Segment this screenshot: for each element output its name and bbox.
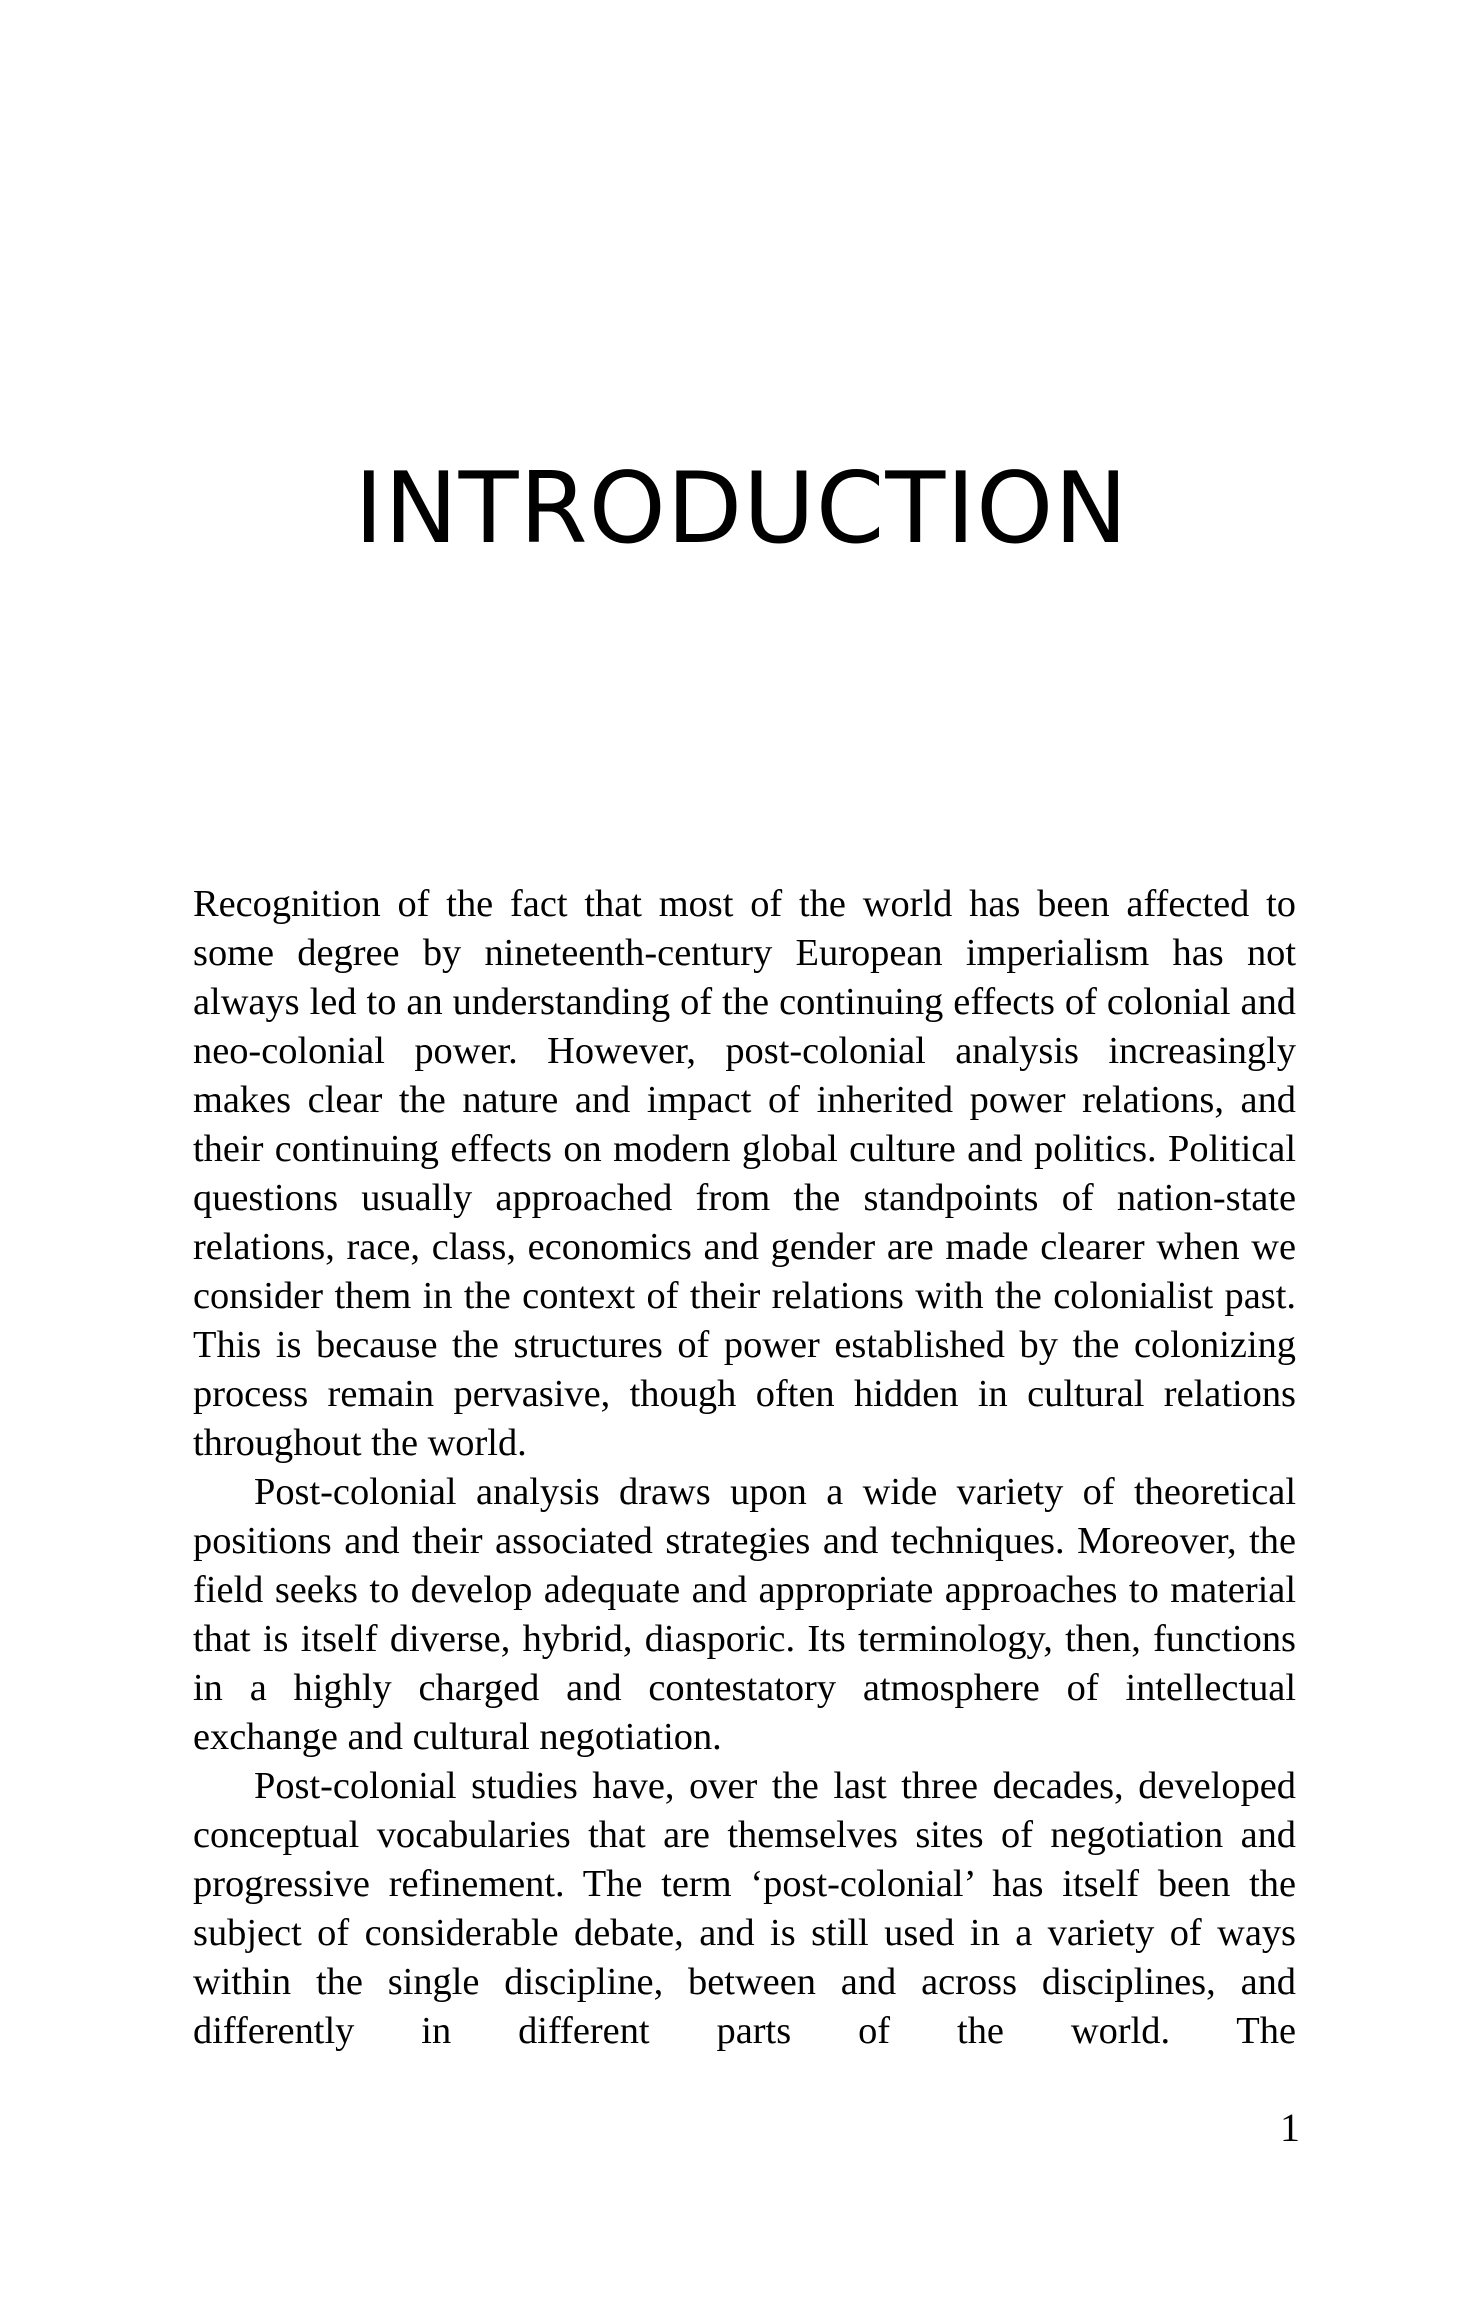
- body-text: [193, 880, 1296, 2056]
- chapter-title: INTRODUCTION: [354, 452, 1129, 566]
- paragraph-2: Post-colonial analysis draws upon a wide variety of theoretical positions and their associated strategies and techniques. Moreover, the field seeks to develop adequate and appropriate approaches to material that is itself diverse, hybrid, diasporic. Its terminology, then, functions in a highly charged and contestatory atmosphere of intellectual exchange and cultural negotiation.: [193, 1471, 1296, 1758]
- paragraph-3: Post-colonial studies have, over the last three decades, developed conceptual vocabularies that are themselves sites of negotiation and progressive refinement. The term ‘post-colonial’ has itself been the subject of considerable debate, and is still used in a variety of ways within the single discipline, between and across disciplines, and differently in different parts of the world. The: [193, 1765, 1296, 2052]
- paragraph-1: Recognition of the fact that most of the world has been affected to some degree by nineteenth-century European imperialism has not always led to an understanding of the continuing effects of colonial and neo-colonial power. However, post-colonial analysis increasingly makes clear the nature and impact of inherited power relations, and their continuing effects on modern global culture and politics. Political questions usually approached from the standpoints of nation-state relations, race, class, economics and gender are made clearer when we consider them in the context of their relations with the colonialist past. This is because the structures of power established by the colonizing process remain pervasive, though often hidden in cultural relations throughout the world.: [193, 883, 1296, 1464]
- page-number: 1: [1280, 2105, 1300, 2150]
